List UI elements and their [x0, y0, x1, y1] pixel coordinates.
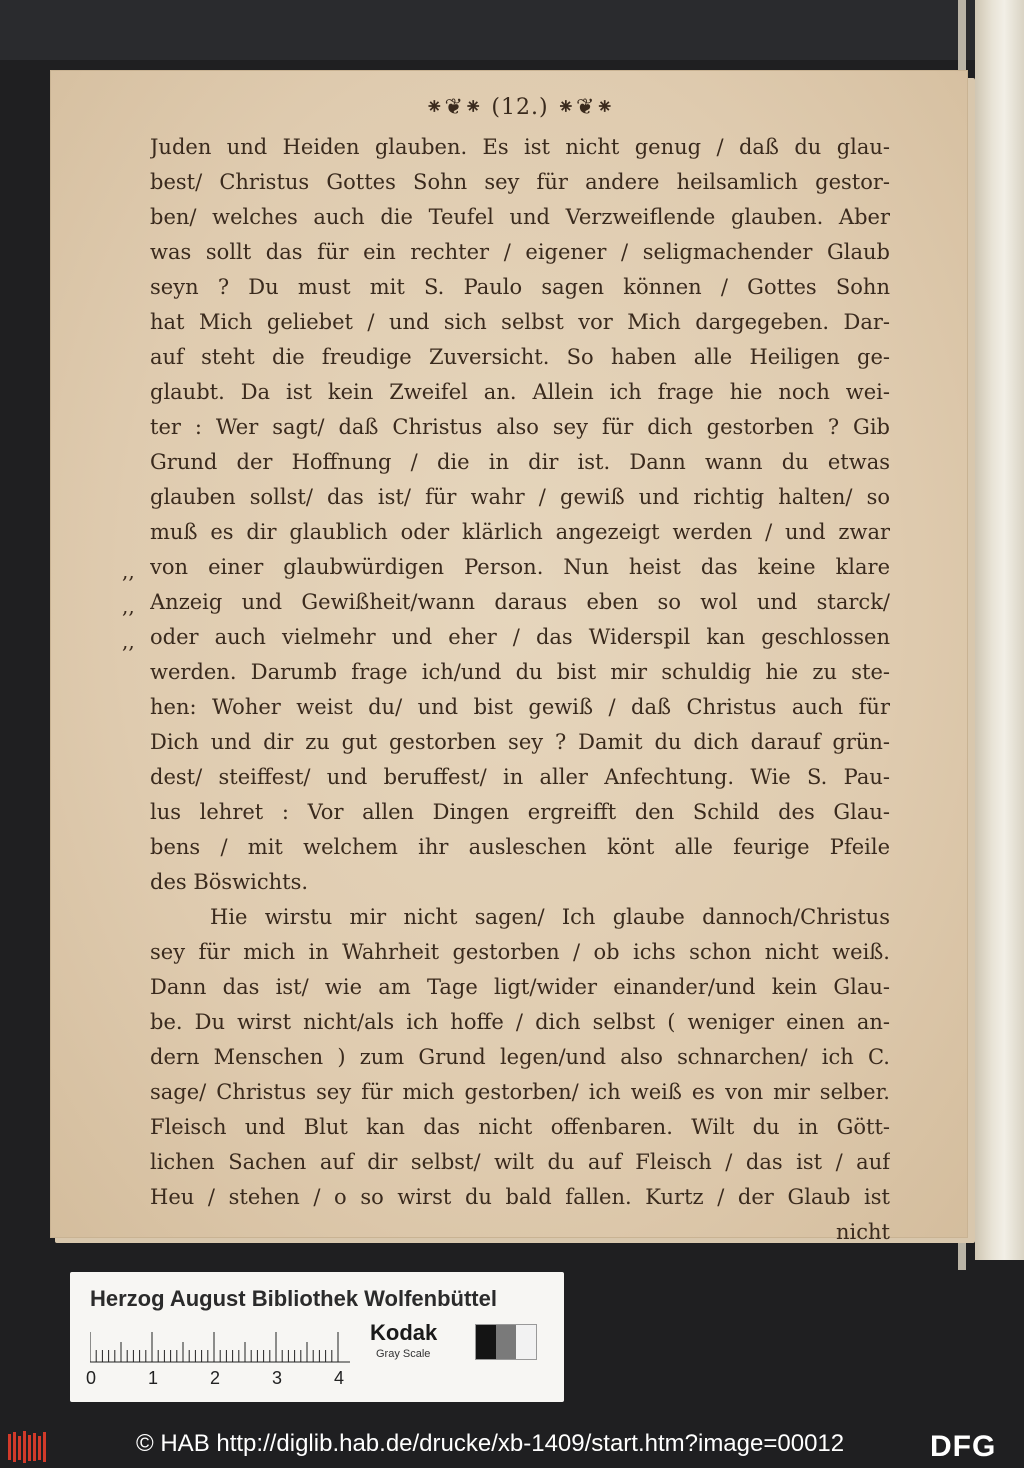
text-line: ben/ welches auch die Teufel und Verzweiflende glauben. Aber: [150, 205, 890, 229]
text-line: sey für mich in Wahrheit gestorben / ob ichs schon nicht weiß.: [150, 940, 890, 964]
text-line: Grund der Hoffnung / die in dir ist. Dann wann du etwas: [150, 450, 890, 474]
page-text-block: [150, 95, 890, 1250]
ruler-number: 1: [148, 1368, 159, 1388]
footer-bar: [0, 1422, 1024, 1468]
text-line: Dich und dir zu gut gestorben sey ? Damit du dich darauf grün-: [150, 730, 890, 754]
quote-mark: ,,: [122, 559, 135, 583]
library-name: Herzog August Bibliothek Wolfenbüttel: [90, 1286, 497, 1311]
running-head: [150, 95, 890, 120]
text-line: glauben sollst/ das ist/ für wahr / gewiß und richtig halten/ so: [150, 485, 890, 509]
text-line: Fleisch und Blut kan das nicht offenbaren. Wilt du in Gött-: [150, 1115, 890, 1139]
text-line: lus lehret : Vor allen Dingen ergreifft den Schild des Glau-: [150, 800, 890, 824]
page-number: (12.): [491, 95, 549, 120]
kodak-logo: Kodak: [370, 1320, 438, 1345]
copyright-url[interactable]: © HAB http://diglib.hab.de/drucke/xb-1409/start.htm?image=00012: [136, 1430, 845, 1457]
swatch-gray: [496, 1325, 516, 1359]
gray-scale-label: Gray Scale: [376, 1348, 431, 1360]
text-line: nicht: [836, 1220, 890, 1244]
text-line: hen: Woher weist du/ und bist gewiß / daß Christus auch für: [150, 695, 890, 719]
hab-logo-icon: [8, 1430, 48, 1464]
adjacent-page: [975, 0, 1024, 1260]
gray-swatches: [475, 1324, 537, 1360]
ruler-number: 4: [334, 1368, 345, 1388]
text-line: ter : Wer sagt/ daß Christus also sey für dich gestorben ? Gib: [150, 415, 890, 439]
text-line: best/ Christus Gottes Sohn sey für andere heilsamlich gestor-: [150, 170, 890, 194]
text-line: Juden und Heiden glauben. Es ist nicht genug / daß du glau-: [150, 135, 890, 159]
text-line: muß es dir glaublich oder klärlich angezeigt werden / und zwar: [150, 520, 890, 544]
ruler-numbers: [86, 1368, 366, 1392]
ruler-number: 0: [86, 1368, 97, 1388]
ruler: [90, 1324, 350, 1364]
text-line: Dann das ist/ wie am Tage ligt/wider einander/und kein Glau-: [150, 975, 890, 999]
quote-mark: ,,: [122, 594, 135, 618]
text-line: hat Mich geliebet / und sich selbst vor Mich dargegeben. Dar-: [150, 310, 890, 334]
text-line: von einer glaubwürdigen Person. Nun heist das keine klare: [150, 555, 890, 579]
text-line: be. Du wirst nicht/als ich hoffe / dich selbst ( weniger einen an-: [150, 1010, 890, 1034]
text-line: dest/ steiffest/ und beruffest/ in aller Anfechtung. Wie S. Pau-: [150, 765, 890, 789]
text-line: Hie wirstu mir nicht sagen/ Ich glaube dannoch/Christus: [210, 905, 890, 929]
swatch-white: [516, 1325, 536, 1359]
backdrop: [0, 0, 1024, 60]
dfg-logo: DFG: [930, 1430, 997, 1463]
quote-mark: ,,: [122, 629, 135, 653]
swatch-black: [476, 1325, 496, 1359]
text-line: auf steht die freudige Zuversicht. So haben alle Heiligen ge-: [150, 345, 890, 369]
text-line: sage/ Christus sey für mich gestorben/ ich weiß es von mir selber.: [150, 1080, 890, 1104]
text-line: des Böswichts.: [150, 870, 309, 894]
text-line: glaubt. Da ist kein Zweifel an. Allein ich frage hie noch wei-: [150, 380, 890, 404]
ornament-right: ⁕❦⁕: [548, 95, 615, 120]
color-calibration-card: [70, 1272, 564, 1402]
text-line: Anzeig und Gewißheit/wann daraus eben so wol und starck/: [150, 590, 890, 614]
text-line: oder auch vielmehr und eher / das Widerspil kan geschlossen: [150, 625, 890, 649]
ornament-left: ⁕❦⁕: [425, 95, 492, 120]
ruler-number: 2: [210, 1368, 221, 1388]
text-line: werden. Darumb frage ich/und du bist mir schuldig hie zu ste-: [150, 660, 890, 684]
text-line: bens / mit welchem ihr ausleschen könt alle feurige Pfeile: [150, 835, 890, 859]
text-lines: [150, 130, 890, 1250]
text-line: seyn ? Du must mit S. Paulo sagen können / Gottes Sohn: [150, 275, 890, 299]
text-line: Heu / stehen / o so wirst du bald fallen. Kurtz / der Glaub ist: [150, 1185, 890, 1209]
text-line: dern Menschen ) zum Grund legen/und also schnarchen/ ich C.: [150, 1045, 890, 1069]
text-line: lichen Sachen auf dir selbst/ wilt du auf Fleisch / das ist / auf: [150, 1150, 890, 1174]
text-line: was sollt das für ein rechter / eigener / seligmachender Glaub: [150, 240, 890, 264]
ruler-number: 3: [272, 1368, 283, 1388]
